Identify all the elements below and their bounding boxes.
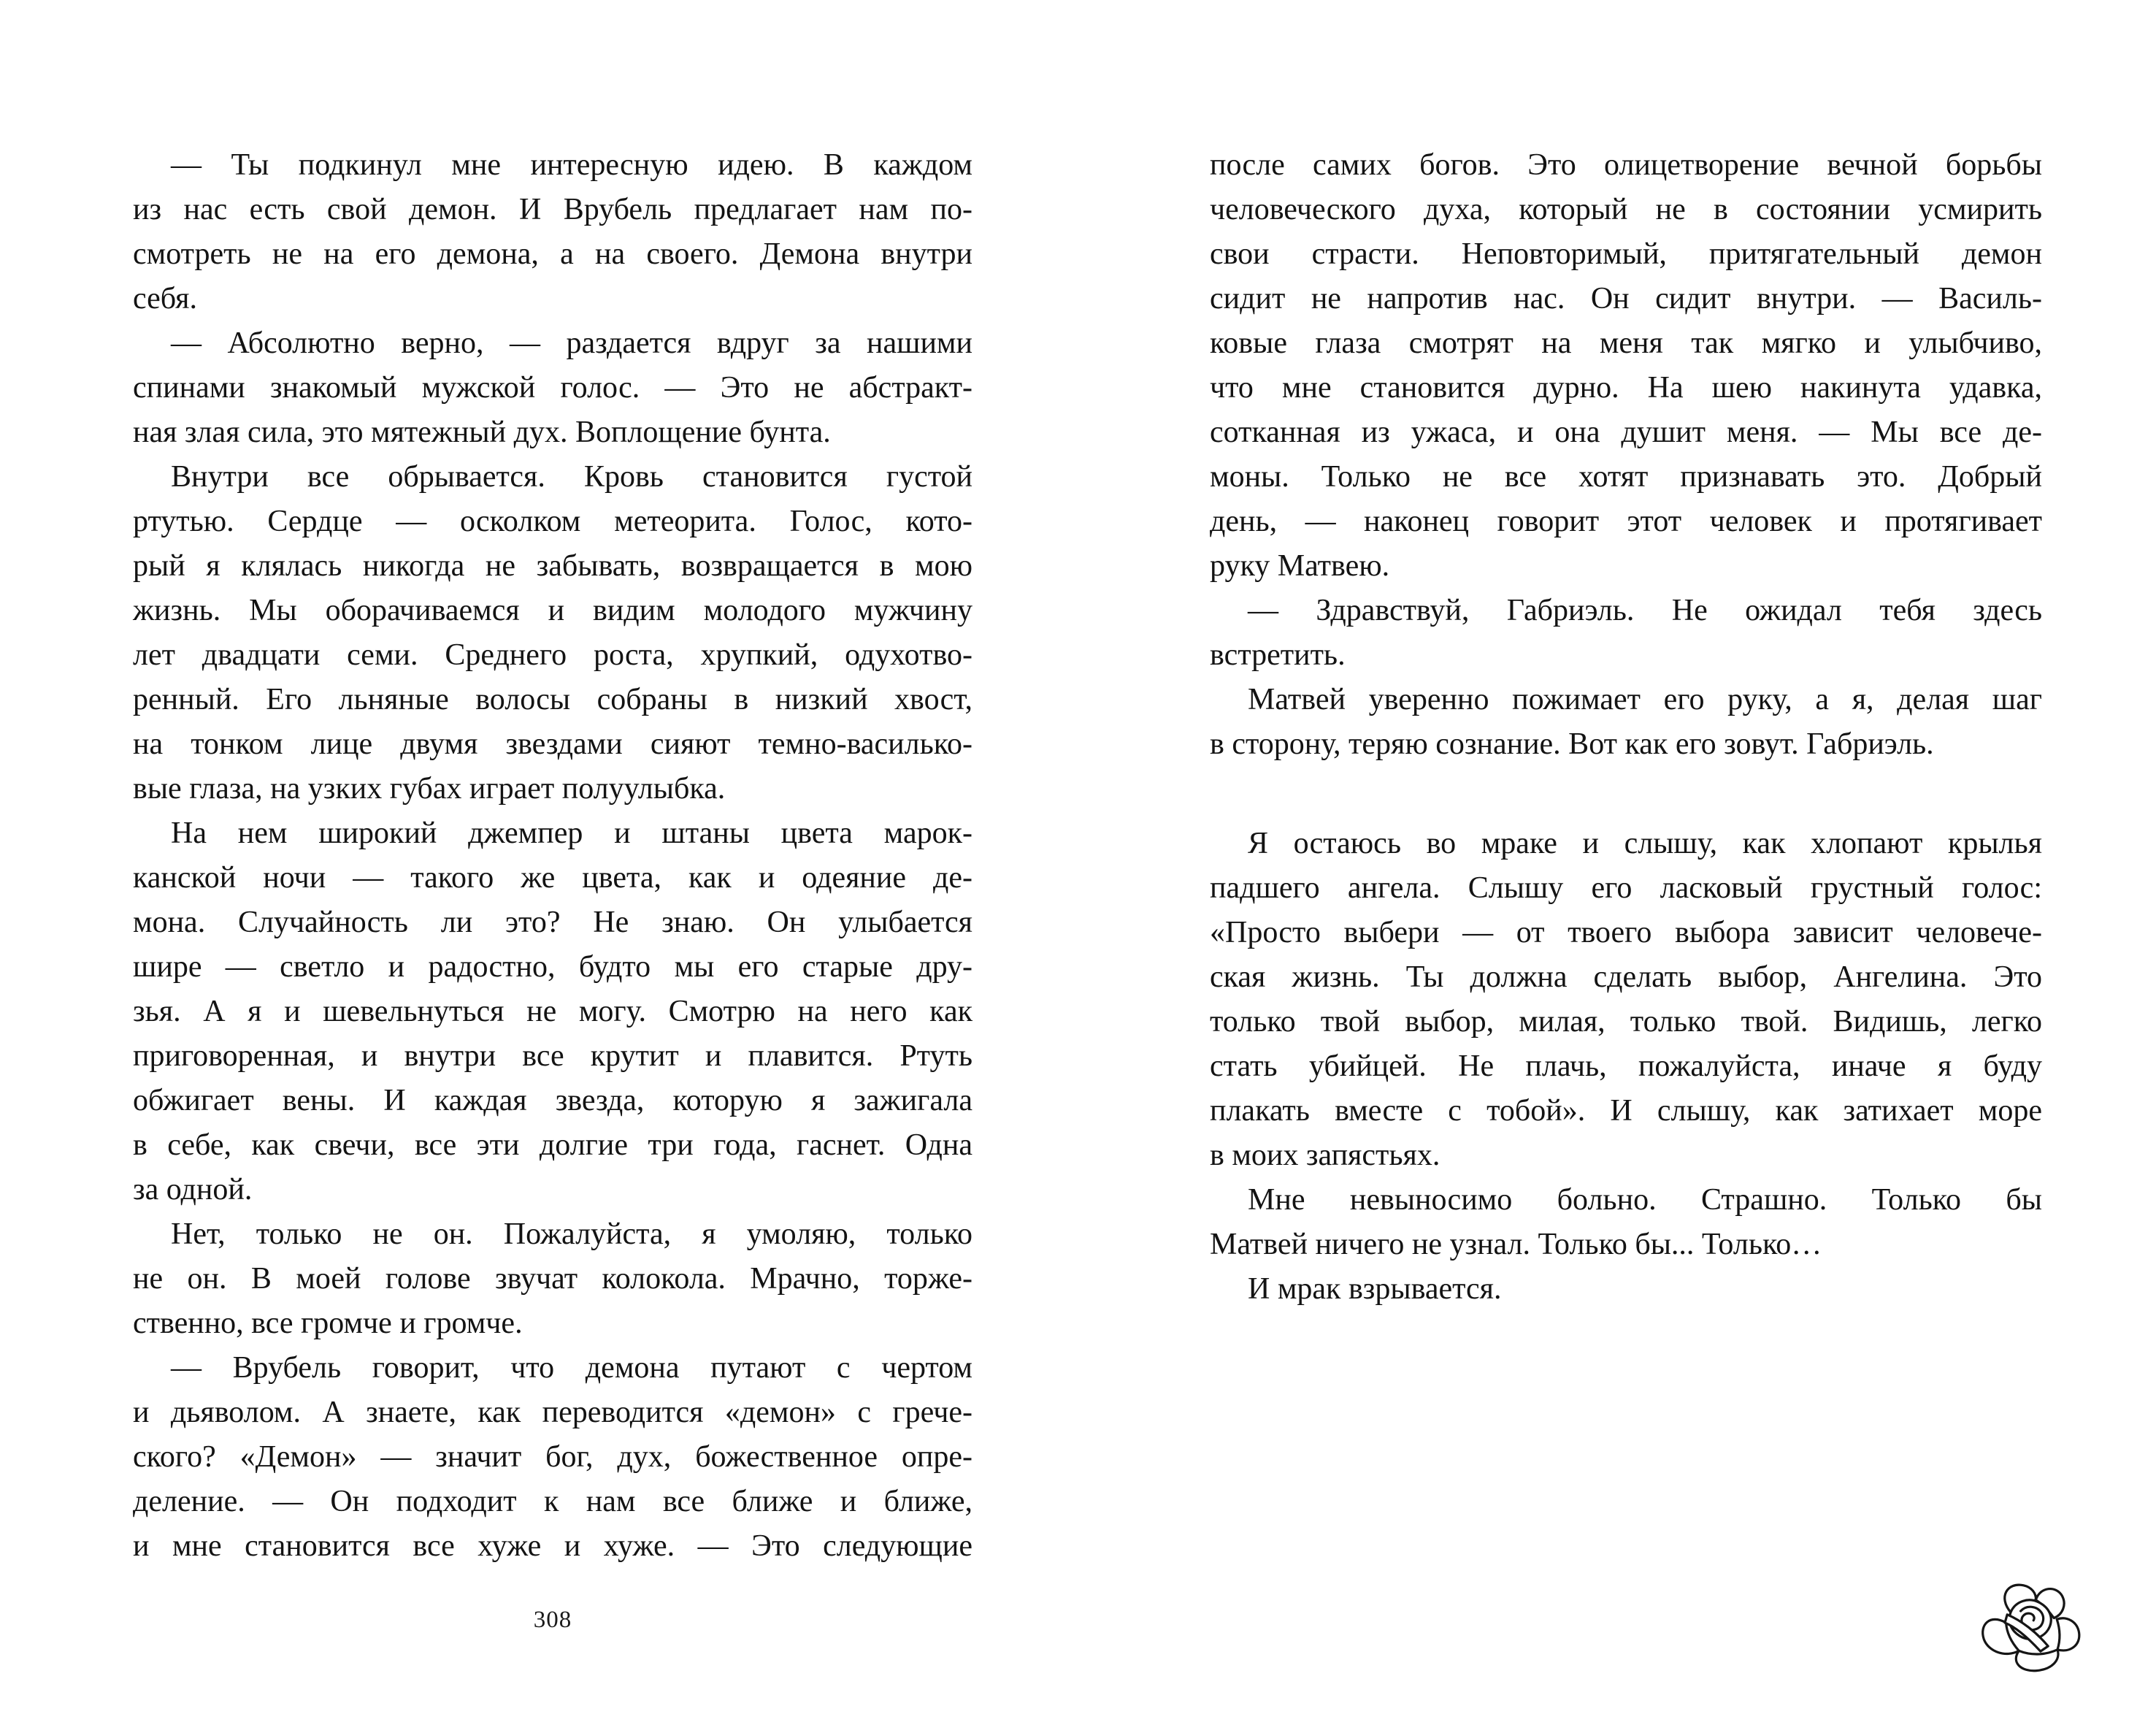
text-line: «Просто выбери — от твоего выбора зависит человече- [1210, 916, 2042, 949]
text-line: только твой выбор, милая, только твой. Видишь, легко [1210, 1005, 2042, 1039]
text-line: свои страсти. Неповторимый, притягательный демон [1210, 237, 2042, 271]
text-line: стать убийцей. Не плачь, пожалуйста, иначе я буду [1210, 1049, 2042, 1083]
text-line: за одной. [133, 1173, 253, 1206]
paragraph [1210, 589, 2042, 678]
page-number: 308 [533, 1607, 572, 1633]
text-line: ская жизнь. Ты должна сделать выбор, Ангелина. Это [1210, 960, 2042, 994]
paragraph [1210, 678, 2042, 767]
text-line: приговоренная, и внутри все крутит и плавится. Ртуть [133, 1039, 972, 1073]
text-line: сидит не напротив нас. Он сидит внутри. — Василь- [1210, 282, 2042, 315]
text-line: жизнь. Мы оборачиваемся и видим молодого мужчину [133, 594, 972, 627]
text-line: — Здравствуй, Габриэль. Не ожидал тебя здесь [1248, 594, 2042, 627]
left-page-text [133, 143, 972, 1569]
text-line: на тонком лице двумя звездами сияют темно-василько- [133, 727, 972, 761]
text-line: в сторону, теряю сознание. Вот как его зовут. Габриэль. [1210, 727, 1934, 761]
text-line: не он. В моей голове звучат колокола. Мрачно, торже- [133, 1262, 972, 1296]
text-line: зья. А я и шевельнуться не могу. Смотрю на него как [133, 995, 972, 1028]
text-line: из нас есть свой демон. И Врубель предлагает нам по- [133, 193, 972, 226]
text-line: в моих запястьях. [1210, 1139, 1440, 1172]
text-line: ственно, все громче и громче. [133, 1307, 523, 1340]
text-line: моны. Только не все хотят признавать это. Добрый [1210, 460, 2042, 494]
text-line: рый я клялась никогда не забывать, возвращается в мою [133, 549, 972, 583]
rose-icon [1970, 1576, 2087, 1675]
text-line: ковые глаза смотрят на меня так мягко и улыбчиво, [1210, 326, 2042, 360]
text-line: и мне становится все хуже и хуже. — Это следующие [133, 1529, 972, 1563]
text-line: руку Матвею. [1210, 549, 1390, 583]
paragraph [133, 143, 972, 321]
paragraph [133, 455, 972, 811]
text-line: Нет, только не он. Пожалуйста, я умоляю, только [171, 1217, 972, 1251]
paragraph [133, 321, 972, 455]
text-line: ского? «Демон» — значит бог, дух, божественное опре- [133, 1440, 972, 1474]
text-line: в себе, как свечи, все эти долгие три года, гаснет. Одна [133, 1128, 972, 1162]
text-line: что мне становится дурно. На шею накинута удавка, [1210, 371, 2042, 405]
paragraph [133, 1212, 972, 1346]
text-line: На нем широкий джемпер и штаны цвета марок- [171, 816, 972, 850]
text-line: Матвей уверенно пожимает его руку, а я, делая шаг [1248, 683, 2042, 716]
text-line: ная злая сила, это мятежный дух. Воплощение бунта. [133, 416, 831, 449]
text-line: спинами знакомый мужской голос. — Это не абстракт- [133, 371, 972, 405]
text-line: — Ты подкинул мне интересную идею. В каждом [171, 148, 972, 182]
paragraph [1210, 822, 2042, 1178]
text-line: Внутри все обрывается. Кровь становится густой [171, 460, 972, 494]
text-line: деление. — Он подходит к нам все ближе и ближе, [133, 1485, 972, 1518]
text-line: мона. Случайность ли это? Не знаю. Он улыбается [133, 906, 972, 939]
right-page-text [1210, 143, 2042, 1312]
text-line: встретить. [1210, 638, 1346, 672]
paragraph [133, 811, 972, 1212]
text-line: Мне невыносимо больно. Страшно. Только бы [1248, 1183, 2042, 1217]
text-line: и дьяволом. А знаете, как переводится «демон» с грече- [133, 1396, 972, 1429]
text-line: плакать вместе с тобой». И слышу, как затихает море [1210, 1094, 2042, 1128]
text-line: человеческого духа, который не в состоянии усмирить [1210, 193, 2042, 226]
text-line: шире — светло и радостно, будто мы его старые дру- [133, 950, 972, 984]
text-line: вые глаза, на узких губах играет полуулыбка. [133, 772, 726, 806]
text-line: Матвей ничего не узнал. Только бы... Только… [1210, 1228, 1822, 1261]
text-line: лет двадцати семи. Среднего роста, хрупкий, одухотво- [133, 638, 972, 672]
text-line: после самих богов. Это олицетворение вечной борьбы [1210, 148, 2042, 182]
text-line: — Врубель говорит, что демона путают с чертом [171, 1351, 972, 1385]
paragraph [1210, 1267, 2042, 1312]
text-line: день, — наконец говорит этот человек и протягивает [1210, 505, 2042, 538]
paragraph [1210, 1178, 2042, 1267]
text-line: обжигает вены. И каждая звезда, которую я зажигала [133, 1084, 972, 1117]
paragraph [133, 1346, 972, 1569]
text-line: И мрак взрывается. [1248, 1272, 1502, 1306]
text-line: смотреть не на его демона, а на своего. Демона внутри [133, 237, 972, 271]
text-line: Я остаюсь во мраке и слышу, как хлопают крылья [1248, 827, 2042, 860]
paragraph [1210, 143, 2042, 589]
text-line: себя. [133, 282, 197, 315]
text-line: ртутью. Сердце — осколком метеорита. Голос, кото- [133, 505, 972, 538]
text-line: ренный. Его льняные волосы собраны в низкий хвост, [133, 683, 972, 716]
text-line: падшего ангела. Слышу его ласковый грустный голос: [1210, 871, 2042, 905]
text-line: — Абсолютно верно, — раздается вдруг за нашими [171, 326, 972, 360]
text-line: сотканная из ужаса, и она душит меня. — Мы все де- [1210, 416, 2042, 449]
text-line: канской ночи — такого же цвета, как и одеяние де- [133, 861, 972, 895]
